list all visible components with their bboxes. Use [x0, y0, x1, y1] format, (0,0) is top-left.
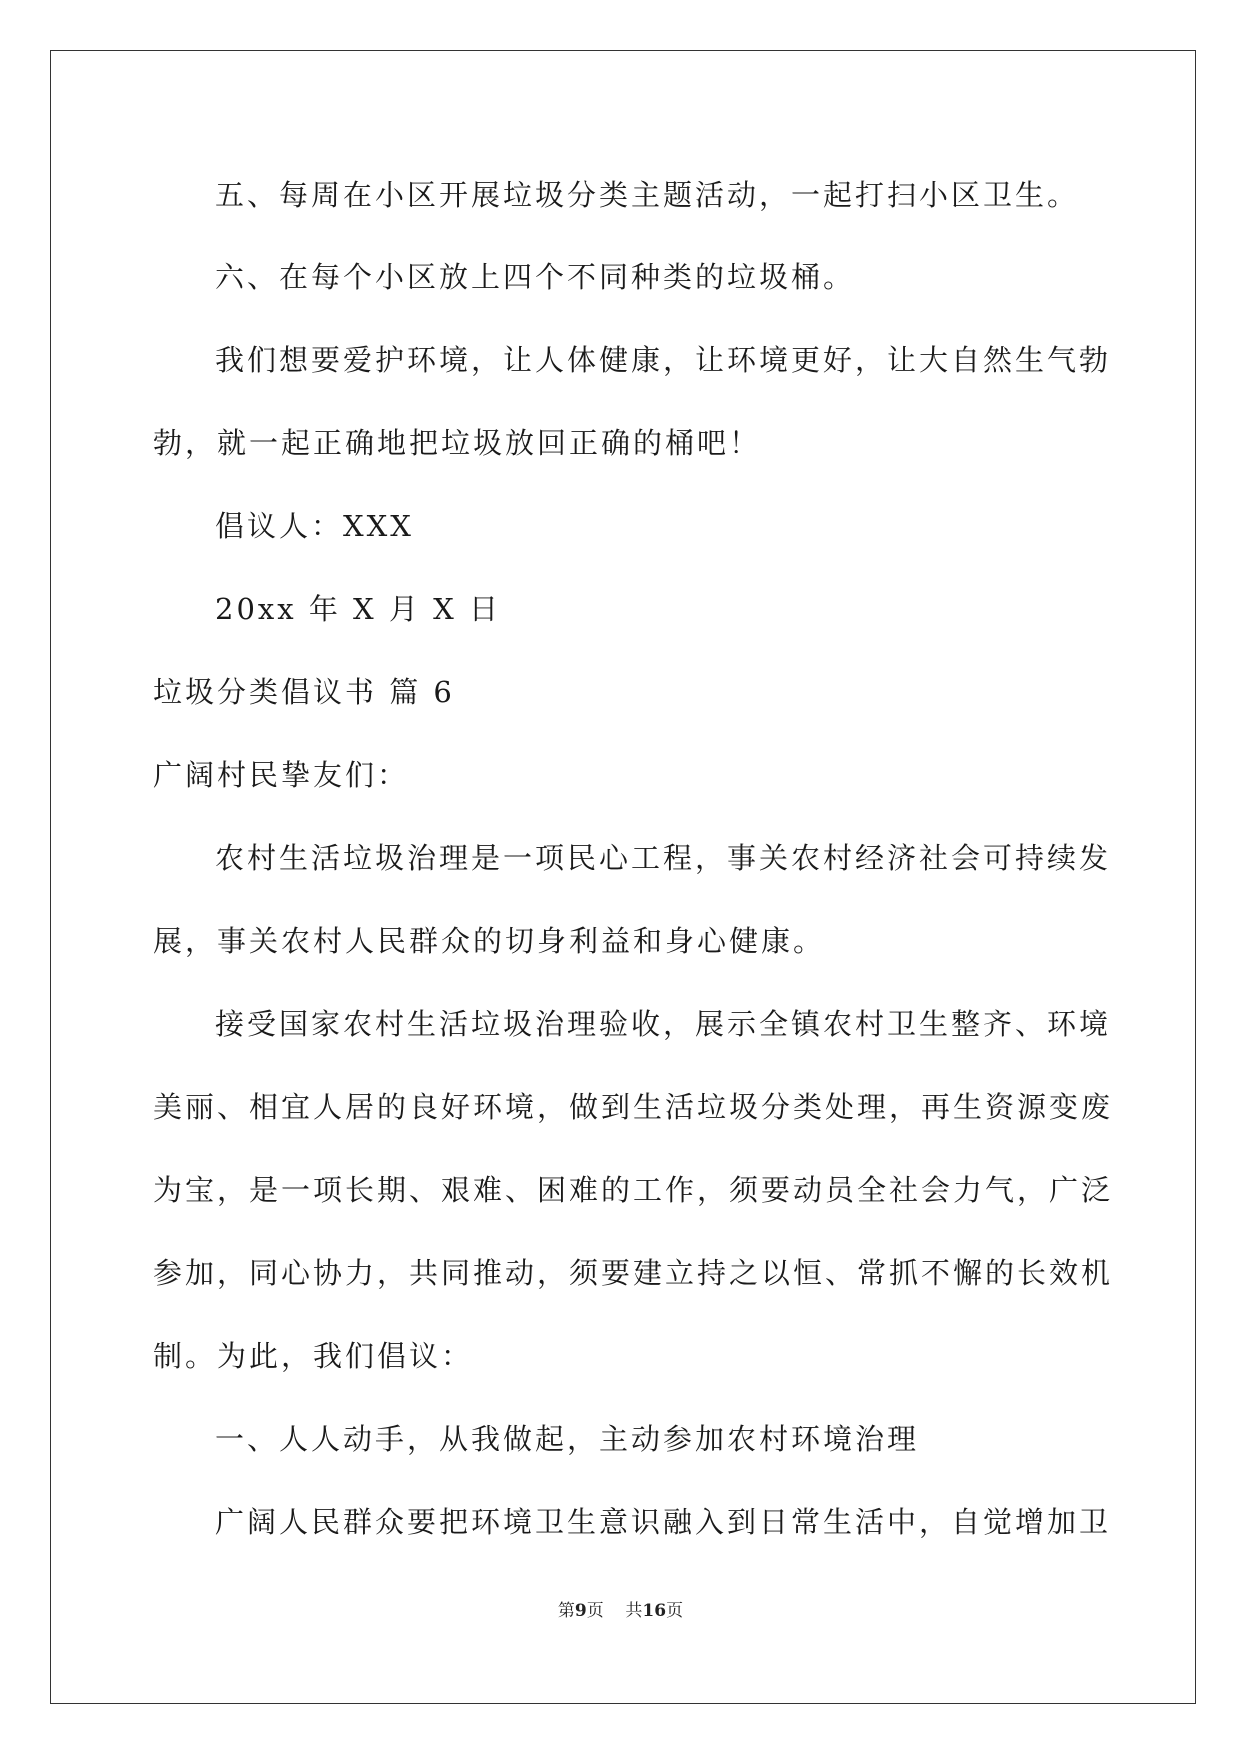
paragraph-line: 我们想要爱护环境，让人体健康，让环境更好，让大自然生气勃 [215, 343, 1112, 377]
footer-total-prefix: 共 [625, 1601, 643, 1621]
salutation: 广阔村民挚友们： [153, 758, 410, 792]
footer-prefix: 第 [557, 1601, 575, 1621]
paragraph-line: 美丽、相宜人居的良好环境，做到生活垃圾分类处理，再生资源变废 [153, 1090, 1114, 1124]
paragraph-line: 农村生活垃圾治理是一项民心工程，事关农村经济社会可持续发 [215, 841, 1112, 875]
paragraph-line: 一、人人动手，从我做起，主动参加农村环境治理 [215, 1422, 920, 1456]
paragraph-line: 六、在每个小区放上四个不同种类的垃圾桶。 [215, 260, 856, 294]
footer-page-suffix: 页 [586, 1601, 604, 1621]
paragraph-line: 广阔人民群众要把环境卫生意识融入到日常生活中，自觉增加卫 [215, 1505, 1112, 1539]
page-footer [0, 1599, 1241, 1623]
paragraph-line: 勃，就一起正确地把垃圾放回正确的桶吧！ [153, 426, 762, 460]
paragraph-line: 展，事关农村人民群众的切身利益和身心健康。 [153, 924, 826, 958]
page-number: 9 [574, 1601, 587, 1621]
paragraph-line: 五、每周在小区开展垃圾分类主题活动，一起打扫小区卫生。 [215, 178, 1080, 212]
section-heading: 垃圾分类倡议书 篇 6 [153, 675, 455, 709]
footer-total-suffix: 页 [666, 1601, 684, 1621]
signatory-line: 倡议人：XXX [215, 509, 414, 543]
total-pages: 16 [642, 1601, 667, 1621]
paragraph-line: 为宝，是一项长期、艰难、困难的工作，须要动员全社会力气，广泛 [153, 1173, 1114, 1207]
paragraph-line: 参加，同心协力，共同推动，须要建立持之以恒、常抓不懈的长效机 [153, 1256, 1114, 1290]
paragraph-line: 接受国家农村生活垃圾治理验收，展示全镇农村卫生整齐、环境 [215, 1007, 1112, 1041]
date-line: 20xx 年 X 月 X 日 [215, 592, 501, 626]
paragraph-line: 制。为此，我们倡议： [153, 1339, 474, 1373]
